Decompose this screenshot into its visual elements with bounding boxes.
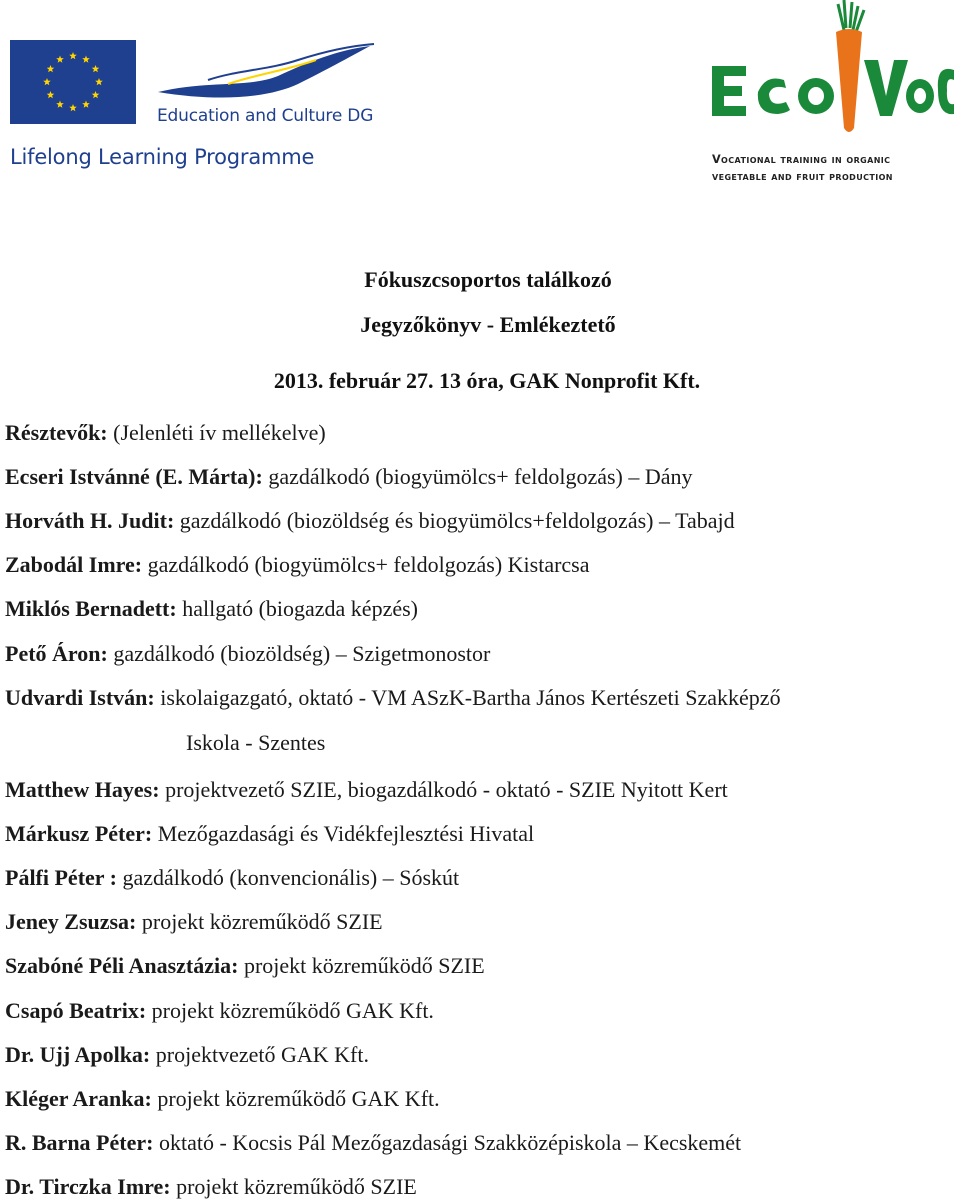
participant-description: gazdálkodó (biozöldség) – Szigetmonostor [107, 641, 491, 666]
participant-description: projekt közreműködő SZIE [136, 909, 383, 934]
participant-name: Pálfi Péter : [5, 865, 117, 890]
participant-description: projekt közreműködő GAK Kft. [151, 1086, 440, 1111]
participant-name: Matthew Hayes: [5, 777, 160, 802]
participant-name: Miklós Bernadett: [5, 596, 177, 621]
eu-dg-label: Education and Culture DG [157, 106, 374, 126]
participant-row [5, 865, 459, 891]
participant-description-continued: Iskola - Szentes [186, 730, 326, 755]
participants-heading: Résztevők: [5, 420, 108, 445]
document-title: Fókuszcsoportos találkozó [364, 267, 612, 292]
participant-row [5, 953, 485, 979]
participant-name: Dr. Tirczka Imre: [5, 1174, 171, 1199]
participant-row [5, 508, 735, 534]
participant-description: projektvezető SZIE, biogazdálkodó - oktató - SZIE Nyitott Kert [159, 777, 728, 802]
participant-description: oktató - Kocsis Pál Mezőgazdasági Szakközépiskola – Kecskemét [153, 1130, 742, 1155]
participant-name: Kléger Aranka: [5, 1086, 152, 1111]
page-header [0, 0, 960, 200]
document-subtitle: Jegyzőkönyv - Emlékeztető [360, 312, 616, 337]
participant-row [5, 464, 693, 490]
participant-description: gazdálkodó (biozöldség és biogyümölcs+feldolgozás) – Tabajd [174, 508, 735, 533]
participant-name: Dr. Ujj Apolka: [5, 1042, 151, 1067]
eu-programme-label: Lifelong Learning Programme [10, 145, 315, 169]
participant-row [5, 1130, 741, 1156]
participant-description: projekt közreműködő SZIE [170, 1174, 417, 1199]
participant-description: hallgató (biogazda képzés) [176, 596, 418, 621]
participant-name: Csapó Beatrix: [5, 998, 147, 1023]
ecovoc-logo [706, 0, 956, 140]
participant-name: Udvardi István: [5, 685, 155, 710]
participant-description: gazdálkodó (konvencionális) – Sóskút [116, 865, 460, 890]
participant-name: Pető Áron: [5, 641, 108, 666]
participant-row [5, 998, 434, 1024]
participant-row [5, 909, 383, 935]
participants-note: (Jelenléti ív mellékelve) [113, 420, 326, 445]
participant-description: Mezőgazdasági és Vidékfejlesztési Hivatal [152, 821, 535, 846]
llp-swoosh-logo [148, 40, 378, 112]
participant-row [5, 685, 781, 711]
participant-description: iskolaigazgató, oktató - VM ASzK-Bartha János Kertészeti Szakképző [154, 685, 781, 710]
participant-description: projekt közreműködő SZIE [238, 953, 485, 978]
participant-row [5, 777, 728, 803]
participant-description: projekt közreműködő GAK Kft. [146, 998, 434, 1023]
participant-name: Jeney Zsuzsa: [5, 909, 137, 934]
participant-description: projektvezető GAK Kft. [150, 1042, 369, 1067]
participant-description: gazdálkodó (biogyümölcs+ feldolgozás) – Dány [262, 464, 693, 489]
participant-name: Zabodál Imre: [5, 552, 143, 577]
participant-row [5, 1042, 369, 1068]
participant-name: Szabóné Péli Anasztázia: [5, 953, 239, 978]
eu-flag-logo [10, 40, 136, 124]
participants-heading-row [5, 420, 326, 446]
ecovoc-tagline-2: vegetable and fruit production [712, 170, 893, 183]
meeting-info: 2013. február 27. 13 óra, GAK Nonprofit Kft. [273, 368, 701, 393]
participant-name: R. Barna Péter: [5, 1130, 154, 1155]
participant-row [5, 552, 590, 578]
participant-row [5, 1174, 417, 1200]
participant-description: gazdálkodó (biogyümölcs+ feldolgozás) Kistarcsa [142, 552, 590, 577]
participant-row [5, 641, 490, 667]
participant-name: Márkusz Péter: [5, 821, 153, 846]
participant-row [5, 1086, 440, 1112]
participant-row [5, 821, 534, 847]
participant-name: Ecseri Istvánné (E. Márta): [5, 464, 263, 489]
participant-row [5, 596, 418, 622]
ecovoc-tagline-1: Vocational training in organic [712, 153, 891, 166]
participant-name: Horváth H. Judit: [5, 508, 175, 533]
